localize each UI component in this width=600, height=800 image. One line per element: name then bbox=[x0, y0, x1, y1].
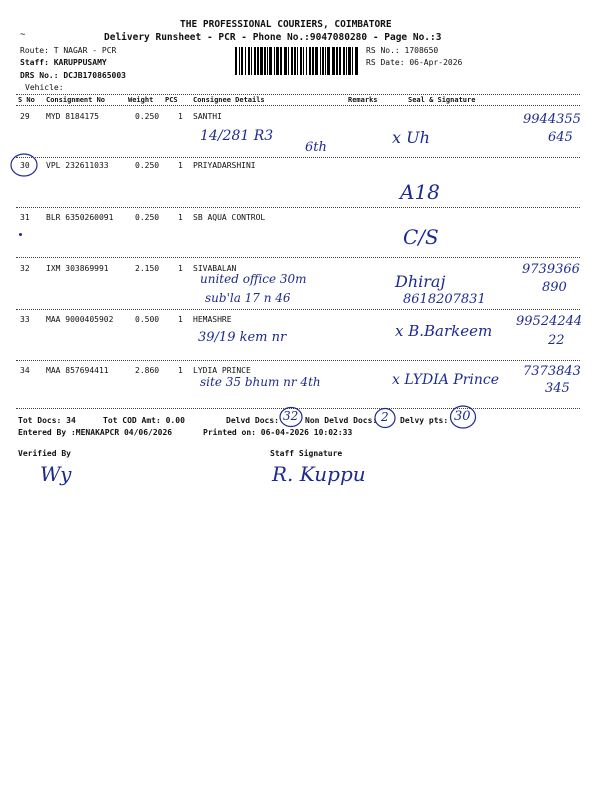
col-sno: S No bbox=[18, 96, 35, 104]
row-consignment: MAA 857694411 bbox=[46, 366, 109, 375]
row-consignee: SANTHI bbox=[193, 112, 222, 121]
barcode-bar bbox=[312, 47, 314, 75]
barcode-bar bbox=[269, 47, 272, 75]
col-remarks: Remarks bbox=[348, 96, 378, 104]
col-consignee: Consignee Details bbox=[193, 96, 265, 104]
row-sno: 29 bbox=[20, 112, 30, 121]
handwritten-non-delivered-count: 2 bbox=[381, 410, 389, 424]
vehicle-label: Vehicle: bbox=[25, 83, 64, 92]
row-weight: 2.860 bbox=[135, 366, 160, 375]
handwritten-phone: 9944355 bbox=[523, 112, 581, 127]
staff-label: Staff: KARUPPUSAMY bbox=[20, 58, 107, 67]
drs-label: DRS No.: DCJB170865003 bbox=[20, 71, 126, 80]
row-divider bbox=[16, 309, 580, 310]
barcode-bar bbox=[235, 47, 237, 75]
barcode-bar bbox=[291, 47, 293, 75]
barcode-bar bbox=[306, 47, 307, 75]
handwritten-phone-suffix: 22 bbox=[548, 333, 565, 348]
barcode-bar bbox=[300, 47, 302, 75]
handwritten-note: 8618207831 bbox=[403, 292, 486, 307]
col-pcs: PCS bbox=[165, 96, 178, 104]
handwritten-signature: Dhiraj bbox=[395, 272, 446, 291]
rs-number: RS No.: 1708650 bbox=[366, 46, 439, 55]
ink-dot bbox=[19, 233, 22, 236]
barcode-bar bbox=[276, 47, 279, 75]
handwritten-address: 39/19 kem nr bbox=[198, 330, 287, 345]
row-consignee: HEMASHRE bbox=[193, 315, 232, 324]
row-consignment: BLR 6350260091 bbox=[46, 213, 114, 222]
barcode-bar bbox=[297, 47, 298, 75]
handwritten-address: site 35 bhum nr 4th bbox=[200, 375, 321, 389]
barcode-bar bbox=[348, 47, 351, 75]
handwritten-signature: C/S bbox=[403, 225, 439, 249]
col-weight: Weight bbox=[128, 96, 154, 104]
handwritten-signature: x LYDIA Prince bbox=[392, 372, 500, 388]
document-subtitle: Delivery Runsheet - PCR - Phone No.:9047080280 - Page No.:3 bbox=[104, 32, 442, 43]
barcode-bar bbox=[327, 47, 330, 75]
handwritten-phone: 9739366 bbox=[522, 262, 580, 277]
row-consignee: SB AQUA CONTROL bbox=[193, 213, 266, 222]
row-divider bbox=[16, 257, 580, 258]
col-consignment: Consignment No bbox=[46, 96, 106, 104]
handwritten-delivered-count: 32 bbox=[283, 409, 299, 423]
row-sno: 32 bbox=[20, 264, 30, 273]
row-divider bbox=[16, 207, 580, 208]
row-sno: 34 bbox=[20, 366, 30, 375]
barcode-bar bbox=[245, 47, 246, 75]
handwritten-address: united office 30m bbox=[200, 272, 307, 286]
handwritten-note: sub'la 17 n 46 bbox=[205, 291, 291, 305]
row-consignment: IXM 303869991 bbox=[46, 264, 109, 273]
row-pcs: 1 bbox=[178, 315, 183, 324]
row-pcs: 1 bbox=[178, 112, 183, 121]
row-weight: 0.250 bbox=[135, 112, 160, 121]
handwritten-address: 14/281 R3 bbox=[200, 128, 274, 144]
handwritten-signature: A18 bbox=[400, 180, 440, 204]
row-weight: 0.250 bbox=[135, 161, 160, 170]
barcode-bar bbox=[239, 47, 240, 75]
handwritten-phone-suffix: 345 bbox=[545, 381, 570, 396]
barcode-bar bbox=[280, 47, 282, 75]
barcode-bar bbox=[346, 47, 347, 75]
handwritten-note: 6th bbox=[305, 140, 327, 155]
row-pcs: 1 bbox=[178, 213, 183, 222]
header-rule-top bbox=[16, 94, 580, 95]
row-consignee: PRIYADARSHINI bbox=[193, 161, 256, 170]
verified-by-label: Verified By bbox=[18, 449, 71, 458]
barcode-bar bbox=[355, 47, 358, 75]
barcode-bar bbox=[309, 47, 311, 75]
non-delivered-docs-label: Non Delvd Docs: bbox=[305, 416, 378, 425]
row-consignee: SIVABALAN bbox=[193, 264, 237, 273]
row-consignment: MAA 9000405902 bbox=[46, 315, 114, 324]
barcode-bar bbox=[303, 47, 304, 75]
total-cod-amount: Tot COD Amt: 0.00 bbox=[103, 416, 185, 425]
handwritten-signature: x B.Barkeem bbox=[395, 322, 493, 340]
barcode-bar bbox=[284, 47, 287, 75]
barcode-bar bbox=[320, 47, 321, 75]
printed-on: Printed on: 06-04-2026 10:02:33 bbox=[203, 428, 353, 437]
entered-by: Entered By :MENAKAPCR 04/06/2026 bbox=[18, 428, 173, 437]
barcode-bar bbox=[248, 47, 250, 75]
barcode-bar bbox=[241, 47, 243, 75]
rs-date: RS Date: 06-Apr-2026 bbox=[366, 58, 463, 67]
barcode-bar bbox=[336, 47, 338, 75]
handwritten-phone-suffix: 890 bbox=[542, 280, 567, 295]
row-divider bbox=[16, 360, 580, 361]
row-consignee: LYDIA PRINCE bbox=[193, 366, 251, 375]
barcode-bar bbox=[254, 47, 256, 75]
row-weight: 0.500 bbox=[135, 315, 160, 324]
handwritten-phone-suffix: 645 bbox=[548, 130, 573, 145]
barcode-bar bbox=[267, 47, 268, 75]
row-pcs: 1 bbox=[178, 264, 183, 273]
row-sno: 31 bbox=[20, 213, 30, 222]
header-rule-bottom bbox=[16, 105, 580, 106]
total-docs: Tot Docs: 34 bbox=[18, 416, 76, 425]
row-divider bbox=[16, 157, 580, 158]
barcode-bar bbox=[274, 47, 275, 75]
barcode-bar bbox=[325, 47, 326, 75]
barcode-bar bbox=[352, 47, 353, 75]
verified-signature: Wy bbox=[40, 462, 72, 486]
row-pcs: 1 bbox=[178, 161, 183, 170]
handwritten-delivery-points: 30 bbox=[454, 409, 471, 424]
barcode-bar bbox=[264, 47, 266, 75]
handwritten-phone: 7373843 bbox=[523, 364, 581, 379]
barcode bbox=[235, 47, 361, 75]
row-weight: 2.150 bbox=[135, 264, 160, 273]
route-label: Route: T NAGAR - PCR bbox=[20, 46, 117, 55]
delivery-points-label: Delvy pts: bbox=[400, 416, 449, 425]
handwritten-signature: x Uh bbox=[392, 128, 430, 147]
barcode-bar bbox=[343, 47, 345, 75]
row-pcs: 1 bbox=[178, 366, 183, 375]
row-consignment: MYD 8184175 bbox=[46, 112, 99, 121]
row-sno: 33 bbox=[20, 315, 30, 324]
row-sno: 30 bbox=[20, 161, 30, 170]
delivered-docs-label: Delvd Docs: bbox=[226, 416, 279, 425]
barcode-bar bbox=[339, 47, 341, 75]
barcode-bar bbox=[322, 47, 324, 75]
document-title: THE PROFESSIONAL COURIERS, COIMBATORE bbox=[180, 19, 392, 30]
barcode-bar bbox=[260, 47, 263, 75]
barcode-bar bbox=[251, 47, 252, 75]
barcode-bar bbox=[294, 47, 296, 75]
row-weight: 0.250 bbox=[135, 213, 160, 222]
tilde-mark: ~ bbox=[20, 30, 26, 40]
barcode-bar bbox=[257, 47, 259, 75]
col-seal-signature: Seal & Signature bbox=[408, 96, 476, 104]
row-consignment: VPL 232611033 bbox=[46, 161, 109, 170]
barcode-bar bbox=[332, 47, 335, 75]
handwritten-phone: 99524244 bbox=[516, 314, 583, 329]
barcode-bar bbox=[315, 47, 318, 75]
staff-signature-label: Staff Signature bbox=[270, 449, 343, 458]
barcode-bar bbox=[288, 47, 289, 75]
staff-signature: R. Kuppu bbox=[272, 462, 366, 486]
